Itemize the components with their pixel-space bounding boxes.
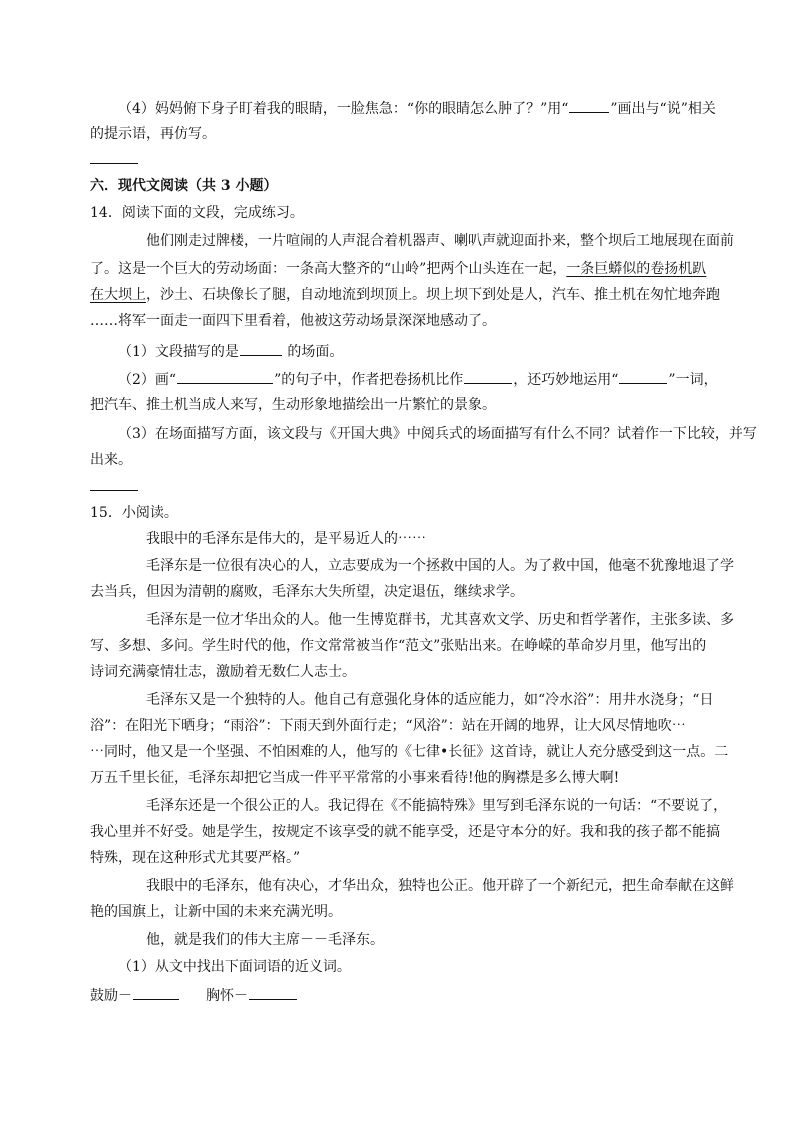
q14-stem: 14．阅读下面的文段，完成练习。 <box>90 205 304 221</box>
passage-line: 我眼中的毛泽东，他有决心，才华出众，独特也公正。他开辟了一个新纪元，把生命奉献在这鲜 <box>146 878 734 894</box>
q14-sub2-cont: 把汽车、推土机当成人来写，生动形象地描绘出一片繁忙的景象。 <box>90 397 496 413</box>
blank[interactable] <box>464 369 512 384</box>
passage-line: 在大坝上，沙土、石块像长了腿，自动地流到坝顶上。坝上坝下到处是人，汽车、推土机在匆忙地奔跑 <box>90 287 720 303</box>
passage-line: ⋯同时，他又是一个坚强、不怕困难的人，他写的《七律•长征》这首诗，就让人充分感受到这一点。二 <box>90 744 729 760</box>
passage-line: 去当兵，但因为清朝的腐败，毛泽东大失所望，决定退伍，继续求学。 <box>90 584 524 600</box>
passage-line: 艳的国旗上，让新中国的未来充满光明。 <box>90 904 342 920</box>
blank[interactable] <box>240 341 282 356</box>
blank[interactable] <box>177 369 273 384</box>
underlined-sentence: 在大坝上 <box>90 287 146 303</box>
passage-line: 浴”：在阳光下晒身；“雨浴”：下雨天到外面行走；“风浴”：站在开阔的地界，让大风尽情地吹⋯ <box>90 718 686 734</box>
synonym-row: 鼓励－ 胸怀－ <box>90 985 730 1006</box>
q15-stem: 15．小阅读。 <box>90 505 178 521</box>
blank[interactable] <box>133 985 179 1000</box>
q14-sub2: （2）画“ ”的句子中，作者把卷扬机比作 ，还巧妙地运用“ ”一词， <box>118 369 730 390</box>
passage-line: 毛泽东是一位才华出众的人。他一生博览群书，尤其喜欢文学、历史和哲学著作，主张多读、多 <box>146 612 734 628</box>
q14-sub3: （3）在场面描写方面，该文段与《开国大典》中阅兵式的场面描写有什么不同？试着作一下比较，并写 <box>118 426 757 442</box>
passage-line: 万五千里长征，毛泽东却把它当成一件平平常常的小事来看待!他的胸襟是多么博大啊! <box>90 770 620 786</box>
q14-sub1: （1）文段描写的是 的场面。 <box>118 341 730 362</box>
passage-line: 我心里并不好受。她是学生，按规定不该享受的就不能享受，还是守本分的好。我和我的孩子都不能搞 <box>90 824 720 840</box>
passage-line: 他们刚走过牌楼，一片喧闹的人声混合着机器声、喇叭声就迎面扑来，整个坝后工地展现在面前 <box>146 233 734 249</box>
q14-sub3-cont: 出来。 <box>90 452 132 468</box>
blank[interactable] <box>619 369 667 384</box>
passage-line: 毛泽东还是一个很公正的人。我记得在《不能搞特殊》里写到毛泽东说的一句话：“不要说了， <box>146 798 728 814</box>
blank[interactable] <box>249 985 297 1000</box>
q13-4-line2: 的提示语，再仿写。 <box>90 126 216 142</box>
q15-sub1: （1）从文中找出下面词语的近义词。 <box>118 959 351 975</box>
passage-line: 诗词充满豪情壮志，激励着无数仁人志士。 <box>90 664 356 680</box>
passage-line: 了。这是一个巨大的劳动场面：一条高大整齐的“山岭”把两个山头连在一起，一条巨蟒似的卷扬机趴 <box>90 261 707 277</box>
passage-line: 我眼中的毛泽东是伟大的，是平易近人的⋯⋯ <box>146 531 426 547</box>
passage-line: 特殊，现在这种形式尤其要严格。” <box>90 850 301 866</box>
q13-4-line1: （4）妈妈俯下身子盯着我的眼睛，一脸焦急：“你的眼睛怎么肿了？”用“ ”画出与“说”相关 <box>118 98 730 119</box>
passage-line: ……将军一面走一面四下里看着，他被这劳动场景深深地感动了。 <box>90 313 496 329</box>
blank[interactable] <box>569 98 609 113</box>
passage-line: 他，就是我们的伟大主席－－毛泽东。 <box>146 932 384 948</box>
section-title: 六．现代文阅读（共 3 小题） <box>90 178 278 194</box>
answer-line[interactable] <box>90 163 138 164</box>
passage-line: 写、多想、多问。学生时代的他，作文常常被当作“范文”张贴出来。在峥嵘的革命岁月里，他写出的 <box>90 638 707 654</box>
underlined-sentence: 一条巨蟒似的卷扬机趴 <box>566 261 707 277</box>
answer-line[interactable] <box>90 490 138 491</box>
passage-line: 毛泽东是一位很有决心的人，立志要成为一个拯救中国的人。为了救中国，他毫不犹豫地退了学 <box>146 558 734 574</box>
passage-line: 毛泽东又是一个独特的人。他自己有意强化身体的适应能力，如“冷水浴”：用井水浇身；“日 <box>146 692 714 708</box>
